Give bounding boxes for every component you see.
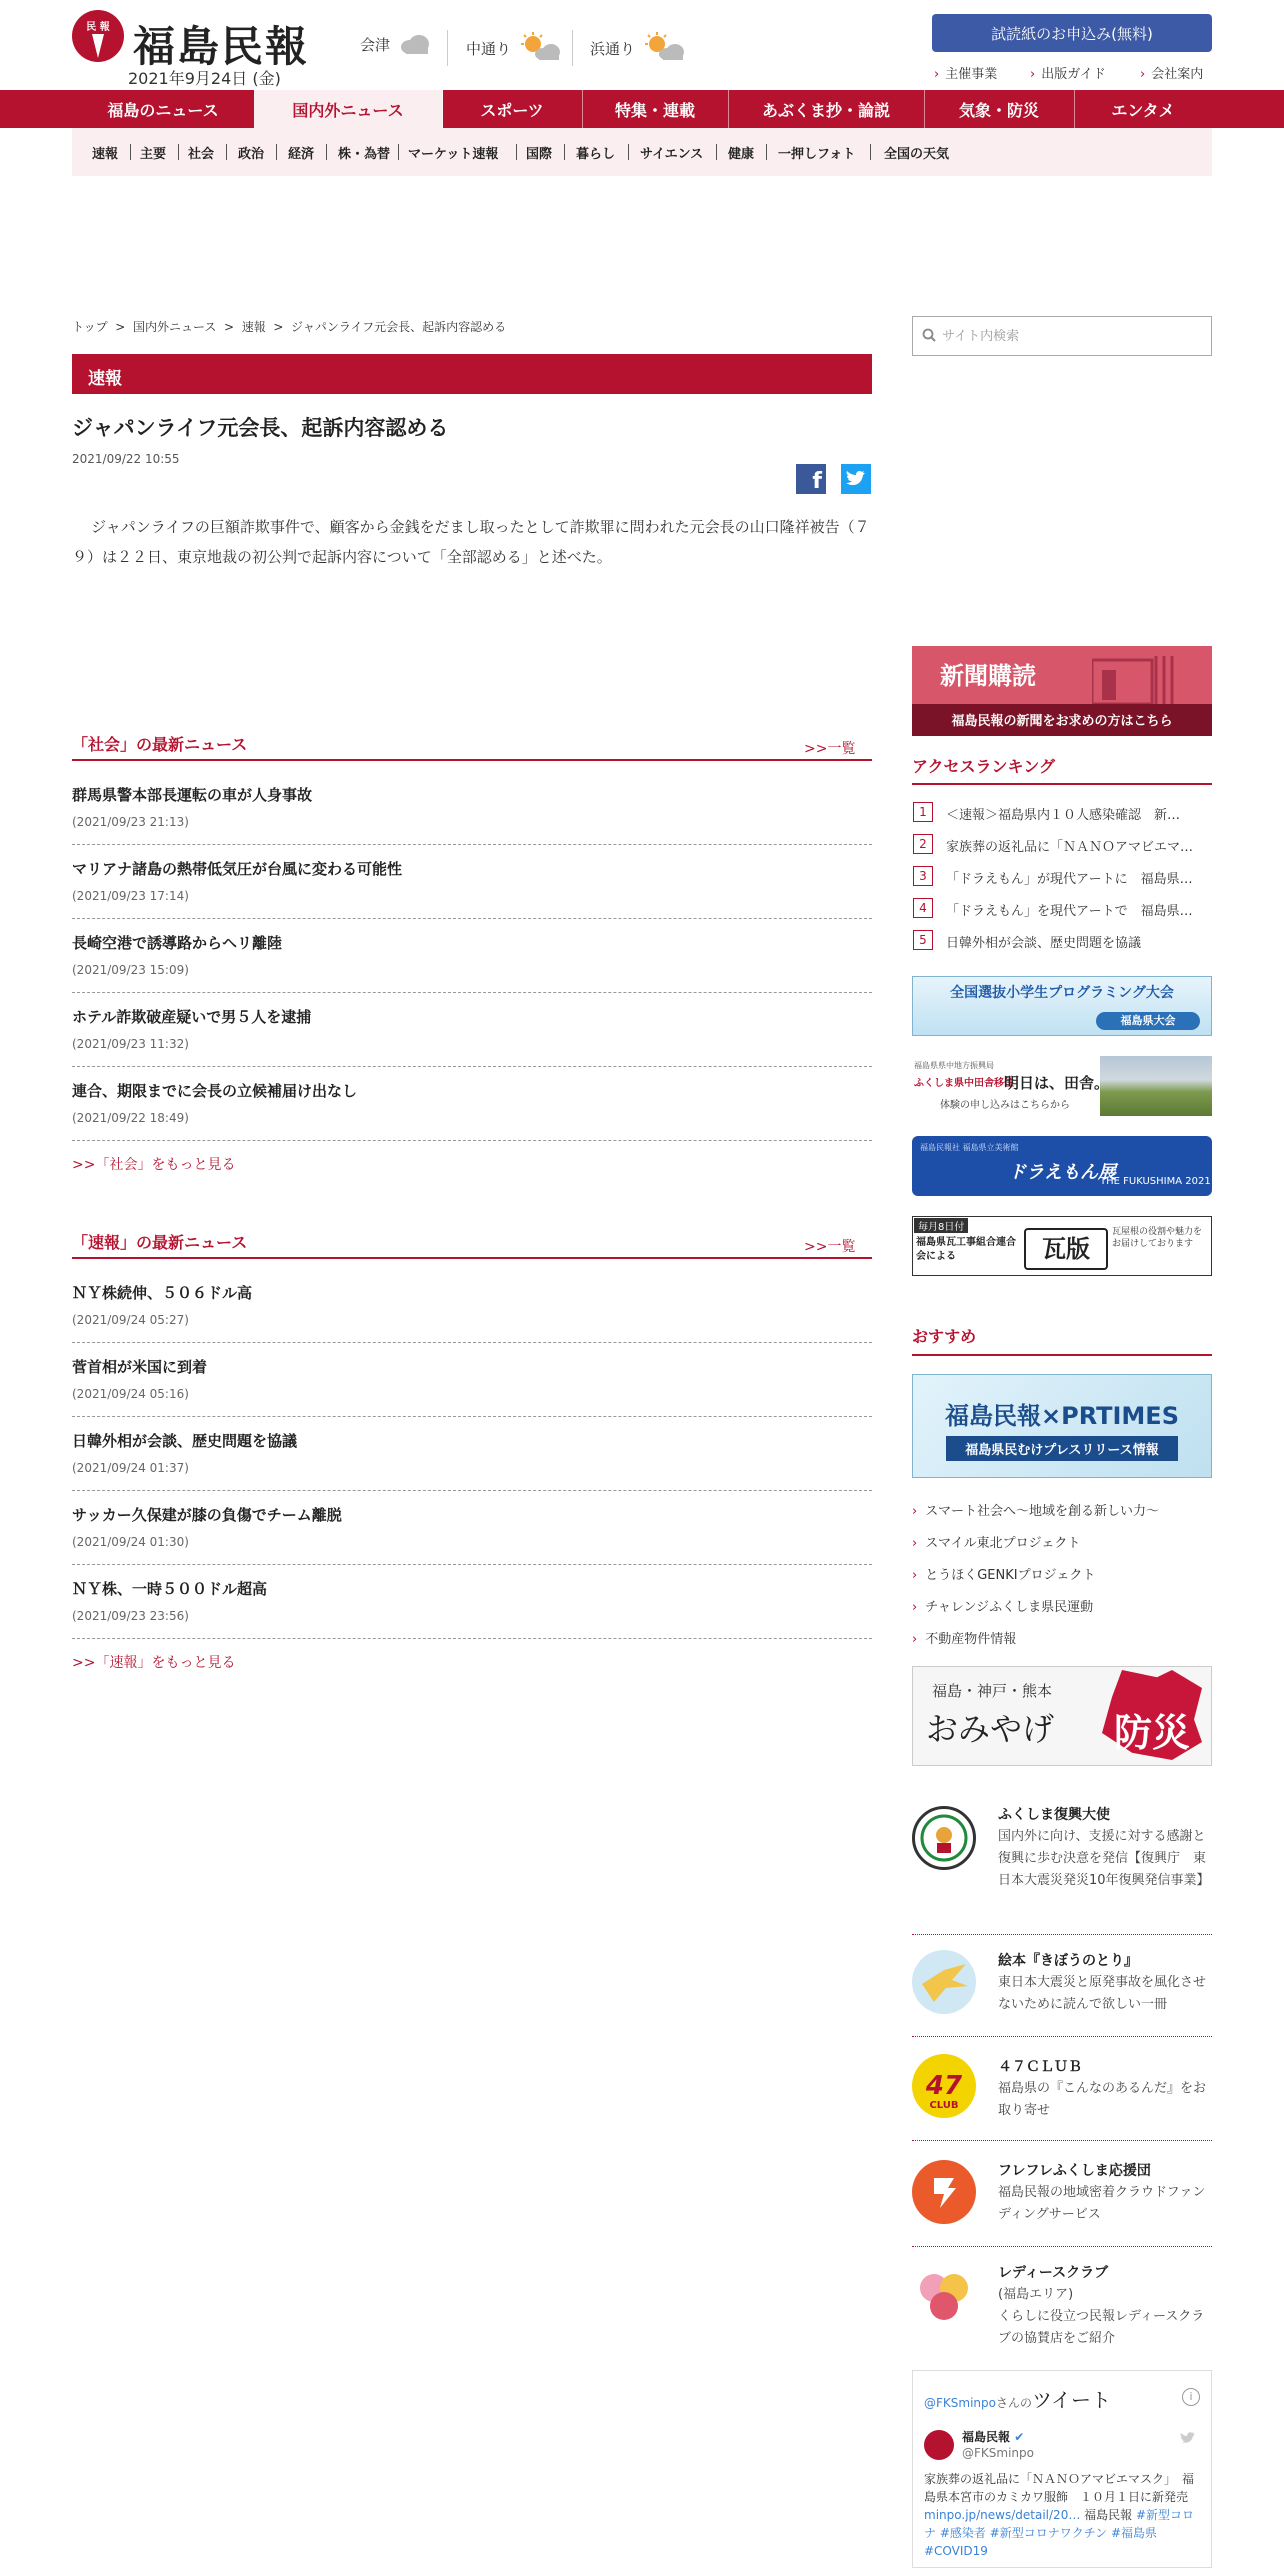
ranking-item[interactable]: 「ドラえもん」を現代アートで 福島県…: [946, 904, 1193, 919]
doraemon-small-text: 福島民報社 福島県立美術館: [920, 1143, 1019, 1152]
news-item-date: (2021/09/24 05:16): [72, 1387, 189, 1401]
promo-title[interactable]: レディースクラブ: [998, 2265, 1109, 2281]
news-item-title[interactable]: 連合、期限までに会長の立候補届け出なし: [72, 1082, 358, 1100]
chevron-right-icon: ›: [912, 1632, 918, 1647]
recommend-link[interactable]: › とうほくGENKIプロジェクト: [912, 1568, 1096, 1583]
chevron-right-icon: ›: [1140, 67, 1146, 82]
news-item-title[interactable]: 長崎空港で誘導路からヘリ離陸: [72, 934, 283, 952]
subnav-divider: [766, 144, 767, 160]
section-underline: [912, 783, 1212, 785]
weather-divider: [572, 30, 573, 66]
nav-weather-disaster[interactable]: 気象・防災: [924, 90, 1075, 128]
header-link-events[interactable]: › 主催事業: [934, 67, 998, 82]
news-item-date: (2021/09/23 17:14): [72, 889, 189, 903]
promo-desc: (福島エリア) くらしに役立つ民報レディースクラブの協賛店をご紹介: [998, 2287, 1205, 2346]
programming-contest-title: 全国選抜小学生プログラミング大会: [950, 985, 1174, 1001]
tweet-text: 家族葬の返礼品に「ＮＡＮＯアマビエマスク」 福島県本宮市のカミカワ服飾 １０月１日に新発売 minpo.jp/news/detail/20… 福島民報 #新型コロナ #感染者 #新型コロナワクチン #福島県 #COVID19: [924, 2472, 1195, 2558]
subnav-market-flash[interactable]: マーケット速報: [408, 146, 499, 162]
nav-features[interactable]: 特集・連載: [582, 90, 729, 128]
breadcrumb-separator: >: [269, 320, 288, 334]
news-divider: [72, 1638, 872, 1639]
breadcrumb-separator: >: [111, 320, 130, 334]
svg-text:47: 47: [925, 2071, 963, 2101]
news-item-title[interactable]: ＮＹ株、一時５００ドル超高: [72, 1580, 268, 1598]
subnav-society[interactable]: 社会: [188, 146, 215, 162]
subnav-health[interactable]: 健康: [728, 146, 755, 162]
subnav-living[interactable]: 暮らし: [576, 146, 616, 162]
subnav-politics[interactable]: 政治: [238, 146, 265, 162]
subnav-divider: [276, 144, 277, 160]
subnav-international[interactable]: 国際: [526, 146, 553, 162]
promo-desc: 福島県の『こんなのあるんだ』をお取り寄せ: [998, 2081, 1207, 2118]
tweet-link[interactable]: minpo.jp/news/detail/20…: [924, 2508, 1081, 2522]
breadcrumb-separator: >: [220, 320, 238, 334]
promo-desc: 福島民報の地域密着クラウドファンディングサービス: [998, 2185, 1206, 2222]
verified-icon: ✔: [1014, 2430, 1025, 2444]
news-item-title[interactable]: 日韓外相が会談、歴史問題を協議: [72, 1432, 298, 1450]
kawaraban-org: 福島県瓦工事組合連合会による: [916, 1237, 1016, 1262]
facebook-share-icon[interactable]: f: [796, 464, 826, 494]
news-item-title[interactable]: ホテル詐欺破産疑いで男５人を逮捕: [72, 1008, 312, 1026]
news-item-date: (2021/09/24 05:27): [72, 1313, 189, 1327]
logo-emblem[interactable]: [72, 10, 124, 62]
kibou-no-tori-icon: [912, 1950, 976, 2014]
breaking-more-link[interactable]: >>「速報」をもっと見る: [72, 1655, 236, 1671]
news-item-date: (2021/09/23 15:09): [72, 963, 189, 977]
fukko-taishi-icon: [912, 1806, 976, 1870]
recommend-link[interactable]: › 不動産物件情報: [912, 1632, 1017, 1647]
subnav-economy[interactable]: 経済: [288, 146, 315, 162]
news-item-title[interactable]: ＮＹ株続伸、５０６ドル高: [72, 1284, 253, 1302]
breaking-list-link[interactable]: >>一覧: [804, 1239, 856, 1255]
article-body: ジャパンライフの巨額詐欺事件で、顧客から金銭をだまし取ったとして詐欺罪に問われた元会長の山口隆祥被告（７９）は２２日、東京地裁の初公判で起訴内容について「全部認める」と述べた。: [72, 518, 870, 566]
nav-sports[interactable]: スポーツ: [442, 90, 583, 128]
article-title: ジャパンライフ元会長、起訴内容認める: [72, 416, 449, 440]
nav-domestic-international-news[interactable]: 国内外ニュース: [254, 90, 443, 128]
news-divider: [72, 1490, 872, 1491]
nav-editorials[interactable]: あぶくま抄・論説: [728, 90, 925, 128]
omiyage-title: おみやげ: [926, 1710, 1055, 1748]
rank-number: 3: [913, 866, 933, 886]
doraemon-title: ドラえもん展: [1008, 1162, 1116, 1183]
news-item-date: (2021/09/24 01:30): [72, 1535, 189, 1549]
subnav-divider: [398, 144, 399, 160]
ranking-item[interactable]: 「ドラえもん」が現代アートに 福島県…: [946, 872, 1193, 887]
promo-title[interactable]: フレフレふくしま応援団: [998, 2163, 1151, 2179]
promo-title[interactable]: 絵本『きぼうのとり』: [998, 1953, 1138, 1969]
inaka-sub: 体験の申し込みはこちらから: [940, 1100, 1070, 1111]
news-item-date: (2021/09/22 18:49): [72, 1111, 189, 1125]
subnav-divider: [870, 144, 871, 160]
chevron-right-icon: ›: [934, 67, 940, 82]
sun-cloud-icon: [643, 32, 687, 64]
society-list-link[interactable]: >>一覧: [804, 741, 856, 757]
countryside-photo: [1100, 1056, 1212, 1116]
subnav-divider: [516, 144, 517, 160]
breadcrumb-current: ジャパンライフ元会長、起訴内容認める: [291, 320, 507, 334]
section-underline: [72, 1257, 872, 1259]
breadcrumb-domestic[interactable]: 国内外ニュース: [132, 320, 217, 334]
subnav-divider: [178, 144, 179, 160]
svg-text:民 報: 民 報: [86, 22, 110, 33]
programming-contest-sub: 福島県大会: [1096, 1012, 1200, 1030]
promo-desc: 東日本大震災と原発事故を風化させないために読んで欲しい一冊: [998, 1975, 1207, 2012]
recommend-heading: おすすめ: [912, 1327, 977, 1346]
section-underline: [72, 759, 872, 761]
prtimes-title: 福島民報×PRTIMES: [945, 1402, 1179, 1430]
tweet-hashtags[interactable]: #新型コロナ #感染者 #新型コロナワクチン #福島県 #COVID19: [924, 2508, 1195, 2558]
omiyage-small: 福島・神戸・熊本: [932, 1682, 1053, 1700]
news-divider: [72, 1564, 872, 1565]
chevron-right-icon: ›: [1030, 67, 1036, 82]
category-bar: [72, 354, 872, 394]
news-divider: [72, 1140, 872, 1141]
omiyage-accent: 防災: [1114, 1710, 1191, 1755]
ranking-item[interactable]: 日韓外相が会談、歴史問題を協議: [946, 936, 1142, 951]
info-icon[interactable]: i: [1182, 2388, 1200, 2406]
inaka-small-text: 福島県県中地方振興局: [914, 1061, 994, 1070]
category-label: 速報: [88, 369, 122, 389]
society-more-link[interactable]: >>「社会」をもっと見る: [72, 1157, 236, 1173]
ranking-heading: アクセスランキング: [912, 757, 1056, 776]
promo-title[interactable]: ふくしま復興大使: [998, 1807, 1110, 1823]
chevron-right-icon: ›: [912, 1536, 918, 1551]
news-divider: [72, 1066, 872, 1067]
site-logo[interactable]: 福島民報: [133, 22, 310, 71]
promo-divider: [912, 2246, 1212, 2247]
news-item-title[interactable]: 菅首相が米国に到着: [72, 1358, 208, 1376]
47club-icon: [912, 2054, 976, 2118]
tweet-author-name[interactable]: 福島民報 ✔: [962, 2430, 1025, 2444]
article-date: 2021/09/22 10:55: [72, 452, 180, 466]
inaka-title: 明日は、田舎。: [1004, 1074, 1110, 1092]
breaking-news-heading: 「速報」の最新ニュース: [72, 1233, 248, 1252]
chevron-right-icon: ›: [912, 1504, 918, 1519]
recommend-link[interactable]: › スマート社会へ～地域を創る新しい力～: [912, 1504, 1159, 1519]
cloud-icon: [398, 32, 432, 56]
ranking-item[interactable]: 家族葬の返礼品に「ＮＡＮＯアマビエマ…: [946, 840, 1194, 855]
subnav-divider: [326, 144, 327, 160]
search-icon: [922, 328, 936, 342]
news-item-title[interactable]: サッカー久保建が膝の負傷でチーム離脱: [72, 1506, 342, 1524]
twitter-bird-icon: [1180, 2430, 1198, 2446]
sun-cloud-icon: [519, 32, 563, 64]
doraemon-sub: THE FUKUSHIMA 2021: [1100, 1176, 1211, 1187]
subnav-divider: [716, 144, 717, 160]
furefure-icon: [912, 2160, 976, 2224]
nav-entertainment[interactable]: エンタメ: [1111, 100, 1175, 120]
subnav-divider: [130, 144, 131, 160]
rank-number: 2: [913, 834, 933, 854]
header-link-publishing[interactable]: › 出版ガイド: [1030, 67, 1106, 82]
news-divider: [72, 1342, 872, 1343]
news-item-date: (2021/09/23 23:56): [72, 1609, 189, 1623]
breadcrumb: [72, 318, 506, 335]
news-divider: [72, 918, 872, 919]
weather-divider: [447, 30, 448, 66]
weather-aizu[interactable]: 会津: [360, 32, 432, 56]
recommend-link[interactable]: › チャレンジふくしま県民運動: [912, 1600, 1094, 1615]
subscription-title: 新聞購読: [940, 662, 1036, 690]
promo-divider: [912, 1934, 1212, 1935]
inaka-brand: ふくしま県中田舎移住: [914, 1078, 1014, 1089]
twitter-timeline-header: @FKSminpoさんのツイート: [924, 2388, 1111, 2412]
news-item-date: (2021/09/23 11:32): [72, 1037, 189, 1051]
rank-number: 4: [913, 898, 933, 918]
weather-hamadori[interactable]: 浜通り: [590, 32, 687, 64]
subnav-divider: [564, 144, 565, 160]
news-item-title[interactable]: 群馬県警本部長運転の車が人身事故: [72, 786, 313, 804]
subnav-photo[interactable]: 一押しフォト: [778, 146, 856, 162]
news-divider: [72, 992, 872, 993]
section-underline: [912, 1354, 1212, 1356]
news-item-title[interactable]: マリアナ諸島の熱帯低気圧が台風に変わる可能性: [72, 860, 403, 878]
subnav-main[interactable]: 主要: [140, 146, 167, 162]
subscription-subtitle: 福島民報の新聞をお求めの方はこちら: [951, 714, 1173, 729]
subnav-divider: [628, 144, 629, 160]
rank-number: 1: [913, 802, 933, 822]
news-divider: [72, 1416, 872, 1417]
promo-divider: [912, 2036, 1212, 2037]
promo-title[interactable]: ４７ＣＬＵＢ: [998, 2059, 1082, 2075]
society-news-heading: 「社会」の最新ニュース: [72, 735, 248, 754]
news-divider: [72, 844, 872, 845]
nav-fukushima-news[interactable]: 福島のニュース: [72, 90, 255, 128]
header-link-company[interactable]: › 会社案内: [1140, 67, 1204, 82]
kawaraban-title: 瓦版: [1024, 1228, 1108, 1270]
svg-text:CLUB: CLUB: [929, 2100, 959, 2111]
recommend-link[interactable]: › スマイル東北プロジェクト: [912, 1536, 1081, 1551]
twitter-handle-link[interactable]: @FKSminpo: [924, 2396, 996, 2410]
twitter-share-icon[interactable]: [841, 464, 871, 494]
avatar[interactable]: [924, 2430, 954, 2460]
rank-number: 5: [913, 930, 933, 950]
chevron-right-icon: ›: [912, 1600, 918, 1615]
trial-subscription-button[interactable]: 試読紙のお申込み(無料): [932, 14, 1212, 52]
breadcrumb-breaking[interactable]: 速報: [241, 320, 266, 334]
prtimes-sub: 福島県民むけプレスリリース情報: [946, 1436, 1178, 1461]
weather-nakadori[interactable]: 中通り: [466, 32, 563, 64]
kawaraban-date: 毎月8日付: [914, 1218, 968, 1233]
subnav-divider: [226, 144, 227, 160]
ladies-club-icon: [912, 2264, 976, 2328]
chevron-right-icon: ›: [912, 1568, 918, 1583]
news-item-date: (2021/09/23 21:13): [72, 815, 189, 829]
newspaper-graphic: [1092, 652, 1180, 704]
header-date: 2021年9月24日 (金): [128, 69, 281, 88]
breadcrumb-top[interactable]: トップ: [72, 320, 108, 334]
subnav-stocks-forex[interactable]: 株・為替: [338, 146, 391, 162]
ranking-item[interactable]: ＜速報＞福島県内１０人感染確認 新…: [946, 808, 1181, 823]
news-item-date: (2021/09/24 01:37): [72, 1461, 189, 1475]
promo-desc: 国内外に向け、支援に対する感謝と復興に歩む決意を発信【復興庁 東日本大震災発災10年復興発信事業】: [998, 1829, 1210, 1888]
search-placeholder: サイト内検索: [942, 329, 1020, 344]
promo-divider: [912, 2140, 1212, 2141]
subnav-national-weather[interactable]: 全国の天気: [884, 146, 950, 162]
kawaraban-desc: 瓦屋根の役割や魅力をお届けしております: [1112, 1227, 1203, 1249]
subnav-science[interactable]: サイエンス: [640, 146, 704, 162]
subnav-breaking[interactable]: 速報: [92, 146, 119, 162]
tweet-author-id[interactable]: @FKSminpo: [962, 2446, 1034, 2460]
